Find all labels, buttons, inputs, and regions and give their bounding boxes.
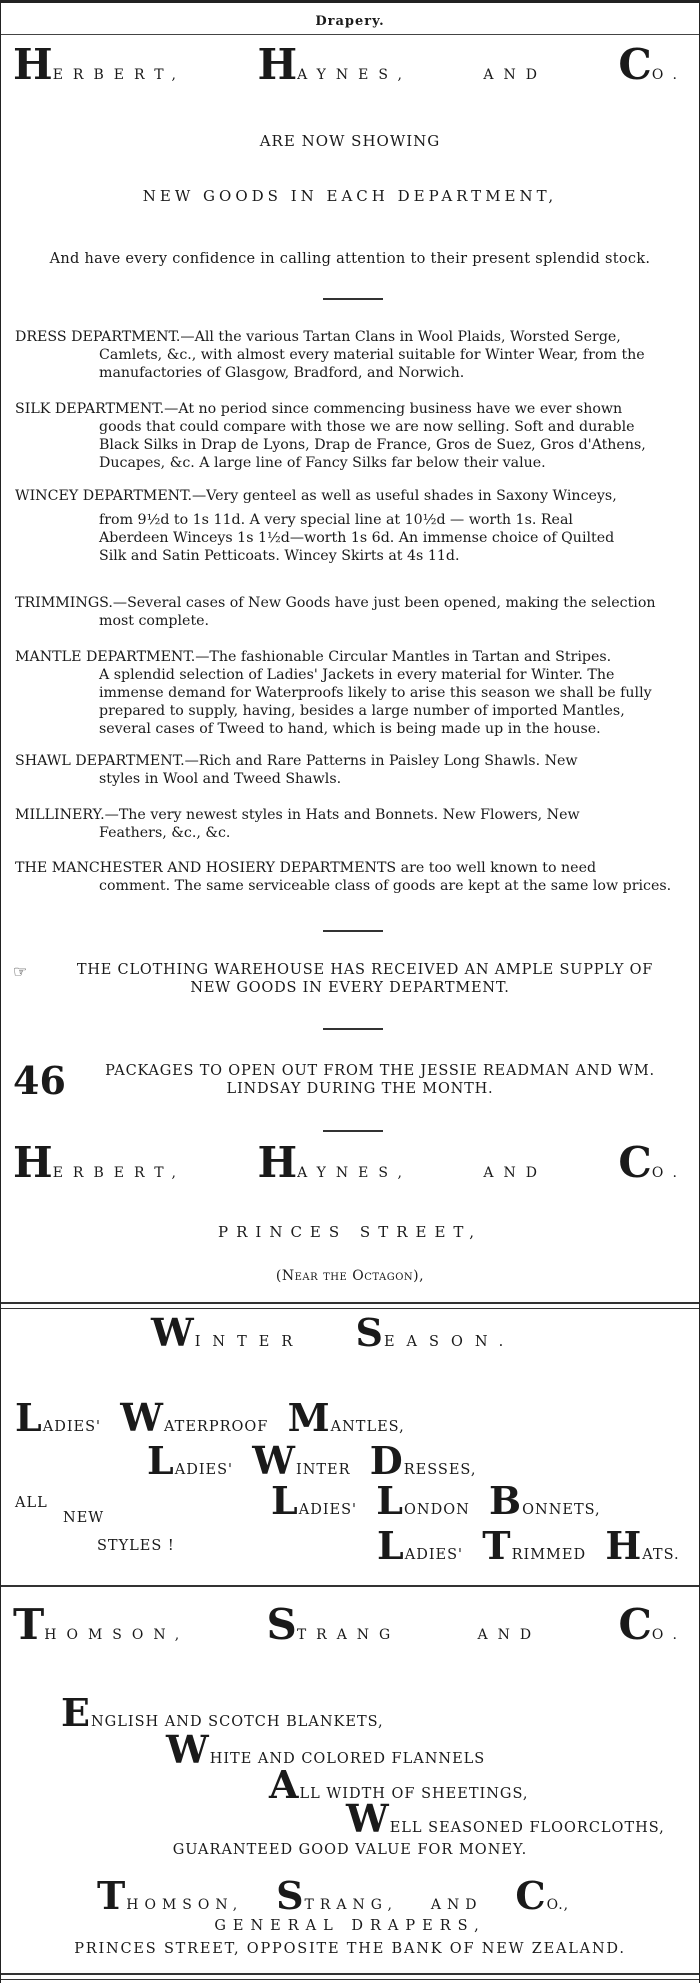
ad-separator (1, 1302, 699, 1309)
near-line: (Near the Octagon), (275, 1268, 425, 1284)
headline-word: AND (477, 1627, 542, 1643)
packages-number: 46 (13, 1058, 66, 1103)
dept-millinery: MILLINERY.—The very newest styles in Hats and Bonnets. New Flowers, New Feathers, &c., &c. (15, 807, 580, 841)
dept-wincey: WINCEY DEPARTMENT.—Very genteel as well as useful shades in Saxony Winceys, from 9½d to 1s 11d. A very special line at 10½d — worth 1s. Real Aberdeen Winceys 1s 1½d—worth 1s 6d. An immense choice of Quilted Silk and Satin Petticoats. Wincey Skirts at 4s 11d. (15, 488, 617, 564)
ad2-headline (13, 1600, 687, 1649)
headline-word: THOMSON, (13, 1600, 190, 1649)
ad2-rule (1, 1585, 699, 1587)
ladies-row-1: LADIES' WATERPROOF MANTLES, (15, 1395, 405, 1440)
goods-line-1: ENGLISH AND SCOTCH BLANKETS, (61, 1690, 384, 1735)
short-divider (323, 298, 383, 300)
section-rule (1, 34, 699, 35)
headline-word: AND (483, 1165, 547, 1181)
ad2-footer-headline: THOMSON, STRANG, AND CO., (97, 1873, 570, 1918)
headline-word: CO. (618, 1138, 687, 1187)
showing-line: ARE NOW SHOWING (259, 132, 441, 150)
goods-line-2: WHITE AND COLORED FLANNELS (166, 1727, 486, 1772)
section-label: Drapery. (315, 14, 385, 29)
headline-word: CO. (618, 40, 687, 89)
headline-word: AND (483, 67, 547, 83)
packages-line-2: LINDSAY DURING THE MONTH. (226, 1081, 494, 1097)
ladies-row-4: LADIES' TRIMMED HATS. (377, 1523, 680, 1568)
dept-silk: SILK DEPARTMENT.—At no period since commencing business have we ever shown goods that could compare with those we are now selling. Soft and durable Black Silks in Drap de Lyons, Drap de France, Gros de Suez, Gros d'Athens, Ducapes, &c. A large line of Fancy Silks far below their value. (15, 401, 646, 471)
goods-line-4: WELL SEASONED FLOORCLOTHS, (346, 1796, 665, 1841)
confidence-line: And have every confidence in calling attention to their present splendid stock. (49, 251, 651, 267)
new-label: NEW (63, 1510, 105, 1526)
headline-word: HERBERT, (13, 1138, 186, 1187)
new-goods-line: NEW GOODS IN EACH DEPARTMENT, (142, 187, 558, 205)
street-line: PRINCES STREET, (218, 1223, 482, 1241)
headline-word: CO. (618, 1600, 687, 1649)
packages-line-1: PACKAGES TO OPEN OUT FROM THE JESSIE READMAN AND WM. (105, 1063, 655, 1079)
ladies-row-3: LADIES' LONDON BONNETS, (271, 1478, 601, 1523)
clothing-line-2: NEW GOODS IN EVERY DEPARTMENT. (190, 980, 510, 996)
ad1-headline (13, 40, 687, 89)
dept-shawl: SHAWL DEPARTMENT.—Rich and Rare Patterns in Paisley Long Shawls. New styles in Wool and Tweed Shawls. (15, 753, 578, 787)
headline-word: STRANG (266, 1600, 401, 1649)
styles-label: STYLES ! (97, 1538, 175, 1554)
all-label: ALL (15, 1495, 48, 1511)
goods-line-3: ALL WIDTH OF SHEETINGS, (269, 1762, 529, 1807)
address-line: PRINCES STREET, OPPOSITE THE BANK OF NEW ZEALAND. (74, 1941, 626, 1957)
headline-word: HERBERT, (13, 40, 186, 89)
clothing-line-1: THE CLOTHING WAREHOUSE HAS RECEIVED AN AMPLE SUPPLY OF (76, 962, 654, 978)
ad1-footer-headline (13, 1138, 687, 1187)
winter-season-title: WINTER SEASON. (151, 1310, 516, 1355)
general-drapers-line: GENERAL DRAPERS, (214, 1918, 486, 1934)
ladies-row-2: LADIES' WINTER DRESSES, (147, 1438, 477, 1483)
dept-manchester: THE MANCHESTER AND HOSIERY DEPARTMENTS are too well known to need comment. The same serviceable class of goods are kept at the same low prices. (15, 860, 672, 894)
short-divider (323, 1028, 383, 1030)
guaranteed-line: GUARANTEED GOOD VALUE FOR MONEY. (172, 1842, 528, 1858)
headline-word: HAYNES, (257, 40, 412, 89)
pointing-hand-icon: ☞ (13, 962, 28, 981)
bottom-rule (1, 1973, 699, 1980)
dept-dress: DRESS DEPARTMENT.—All the various Tartan Clans in Wool Plaids, Worsted Serge, Camlets, &c., with almost every material suitable for Winter Wear, from the manufactories of Glasgow, Bradford, and Norwich. (15, 329, 645, 381)
short-divider (323, 1130, 383, 1132)
headline-word: HAYNES, (257, 1138, 412, 1187)
dept-mantle: MANTLE DEPARTMENT.—The fashionable Circular Mantles in Tartan and Stripes. A splendid selection of Ladies' Jackets in every material for Winter. The immense demand for Waterproofs likely to arise this season we shall be fully prepared to supply, having, besides a large number of imported Mantles, several cases of Tweed to hand, which is being made up in the house. (15, 649, 652, 737)
short-divider (323, 930, 383, 932)
dept-trimmings: TRIMMINGS.—Several cases of New Goods have just been opened, making the selection most complete. (15, 595, 656, 629)
top-rule (1, 0, 699, 3)
